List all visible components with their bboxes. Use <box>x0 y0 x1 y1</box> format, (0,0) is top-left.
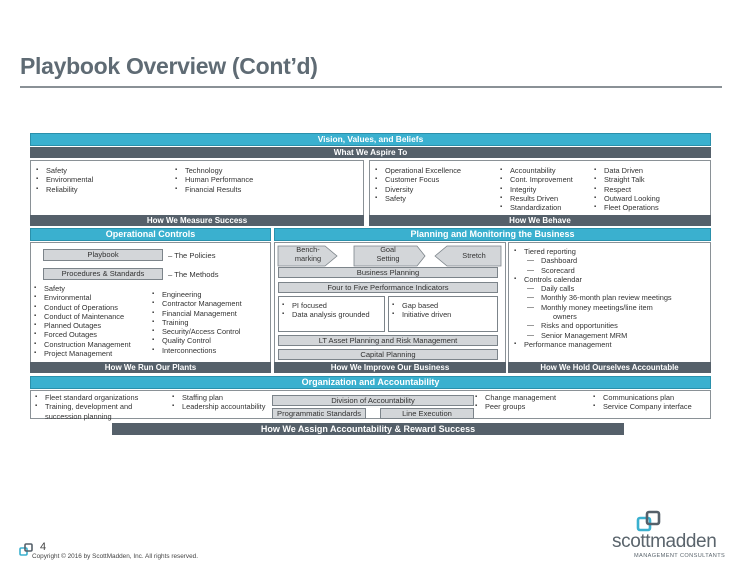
measure-success-label: How We Measure Success <box>30 215 364 226</box>
accountable-panel <box>508 242 711 373</box>
copyright-text: Copyright © 2016 by ScottMadden, Inc. All rights reserved. <box>32 553 198 560</box>
list-item: ▪ Security/Access Control <box>151 327 273 336</box>
list-item: ▪ Communications plan <box>592 393 702 402</box>
list-item: ▪ Controls calendar <box>513 275 711 284</box>
list-item: ▪ Safety <box>374 194 498 203</box>
goal-setting-label: Goal Setting <box>376 245 400 263</box>
list-item: ▪ Financial Management <box>151 309 273 318</box>
operational-controls-header: Operational Controls <box>30 228 271 241</box>
list-item: ▪ Contractor Management <box>151 299 273 308</box>
performance-indicators-box: Four to Five Performance Indicators <box>278 282 498 293</box>
list-item: ▪ Operational Excellence <box>374 166 498 175</box>
run-plants-label: How We Run Our Plants <box>30 362 271 373</box>
procedures-note: – The Methods <box>168 270 219 279</box>
brand-name: scottmadden <box>612 531 717 552</box>
gap-based-box <box>388 296 498 332</box>
list-item: ▪ Service Company interface <box>592 402 702 411</box>
list-item: ▪ Training, development and succession planning <box>34 402 164 421</box>
list-item: ▪ Fleet Operations <box>593 203 703 212</box>
list-item: — Senior Management MRM <box>513 331 711 340</box>
list-item: ▪ Standardization <box>499 203 595 212</box>
title-divider <box>20 86 722 88</box>
list-item: ▪ Human Performance <box>174 175 334 184</box>
behave-list-1 <box>374 166 498 203</box>
procedures-box: Procedures & Standards <box>43 268 163 280</box>
gap-list <box>391 301 491 320</box>
list-item: ▪ Fleet standard organizations <box>34 393 164 402</box>
business-planning-box: Business Planning <box>278 267 498 278</box>
improve-label: How We Improve Our Business <box>274 362 506 373</box>
benchmarking-label: Bench- marking <box>294 245 322 263</box>
list-item: ▪ Training <box>151 318 273 327</box>
improve-panel <box>274 242 506 373</box>
measure-list-1 <box>35 166 165 194</box>
org-list-4 <box>592 393 702 412</box>
list-item: ▪ Safety <box>35 166 165 175</box>
list-item: ▪ Data Driven <box>593 166 703 175</box>
operations-list-1 <box>33 284 151 358</box>
list-item: ▪ Initiative driven <box>391 310 491 319</box>
list-item: ▪ Financial Results <box>174 185 334 194</box>
organization-panel <box>30 390 711 419</box>
stretch-label: Stretch <box>462 251 486 260</box>
list-item: — Risks and opportunities <box>513 321 711 330</box>
list-item: ▪ Planned Outages <box>33 321 151 330</box>
list-item: ▪ Customer Focus <box>374 175 498 184</box>
line-execution-box: Line Execution <box>380 408 474 419</box>
list-item: ▪ Accountability <box>499 166 595 175</box>
list-item: — Monthly 36-month plan review meetings <box>513 293 711 302</box>
list-item: ▪ Cont. Improvement <box>499 175 595 184</box>
list-item: ▪ Gap based <box>391 301 491 310</box>
operational-controls-panel <box>30 242 271 373</box>
capital-planning-box: Capital Planning <box>278 349 498 360</box>
list-item: ▪ Forced Outages <box>33 330 151 339</box>
list-item: ▪ PI focused <box>281 301 381 310</box>
list-item: ▪ Conduct of Maintenance <box>33 312 151 321</box>
list-item: — Scorecard <box>513 266 711 275</box>
brand-subtitle: MANAGEMENT CONSULTANTS <box>634 553 726 559</box>
list-item: ▪ Change management <box>474 393 584 402</box>
pi-focused-box <box>278 296 385 332</box>
list-item: ▪ Diversity <box>374 185 498 194</box>
lt-asset-box: LT Asset Planning and Risk Management <box>278 335 498 346</box>
list-item: ▪ Leadership accountability <box>171 402 271 411</box>
list-item: ▪ Engineering <box>151 290 273 299</box>
list-item: ▪ Construction Management <box>33 340 151 349</box>
pi-list <box>281 301 381 320</box>
org-list-3 <box>474 393 584 412</box>
list-item: — Dashboard <box>513 256 711 265</box>
list-item: ▪ Environmental <box>33 293 151 302</box>
list-item: ▪ Technology <box>174 166 334 175</box>
measure-list-2 <box>174 166 334 194</box>
list-item: ▪ Quality Control <box>151 336 273 345</box>
list-item: owners <box>553 312 577 322</box>
accountable-list <box>513 247 711 349</box>
list-item: ▪ Performance management <box>513 340 711 349</box>
list-item: — Monthly money meetings/line item <box>513 303 711 312</box>
accountable-label: How We Hold Ourselves Accountable <box>508 362 711 373</box>
org-list-2 <box>171 393 271 412</box>
aspire-bar: What We Aspire To <box>30 147 711 158</box>
org-list-1 <box>34 393 164 421</box>
operations-list-2 <box>151 290 273 355</box>
planning-header: Planning and Monitoring the Business <box>274 228 711 241</box>
list-item: ▪ Safety <box>33 284 151 293</box>
footer-logo-icon <box>19 543 33 557</box>
list-item: ▪ Tiered reporting <box>513 247 711 256</box>
playbook-box: Playbook <box>43 249 163 261</box>
page-title: Playbook Overview (Cont’d) <box>20 53 318 79</box>
vision-bar: Vision, Values, and Beliefs <box>30 133 711 146</box>
division-box: Division of Accountability <box>272 395 474 406</box>
behave-label: How We Behave <box>369 215 711 226</box>
list-item: ▪ Staffing plan <box>171 393 271 402</box>
programmatic-box: Programmatic Standards <box>272 408 366 419</box>
list-item: ▪ Straight Talk <box>593 175 703 184</box>
list-item: ▪ Peer groups <box>474 402 584 411</box>
playbook-note: – The Policies <box>168 251 216 260</box>
list-item: ▪ Conduct of Operations <box>33 303 151 312</box>
page-number: 4 <box>40 541 47 553</box>
list-item: ▪ Reliability <box>35 185 165 194</box>
behave-list-3 <box>593 166 703 212</box>
list-item: ▪ Environmental <box>35 175 165 184</box>
assign-accountability-label: How We Assign Accountability & Reward Success <box>112 423 624 435</box>
list-item: ▪ Results Driven <box>499 194 595 203</box>
list-item: ▪ Interconnections <box>151 346 273 355</box>
list-item: ▪ Respect <box>593 185 703 194</box>
list-item: ▪ Data analysis grounded <box>281 310 381 319</box>
behave-list-2 <box>499 166 595 212</box>
organization-header: Organization and Accountability <box>30 376 711 389</box>
list-item: ▪ Project Management <box>33 349 151 358</box>
list-item: ▪ Outward Looking <box>593 194 703 203</box>
list-item: — Daily calls <box>513 284 711 293</box>
list-item: ▪ Integrity <box>499 185 595 194</box>
